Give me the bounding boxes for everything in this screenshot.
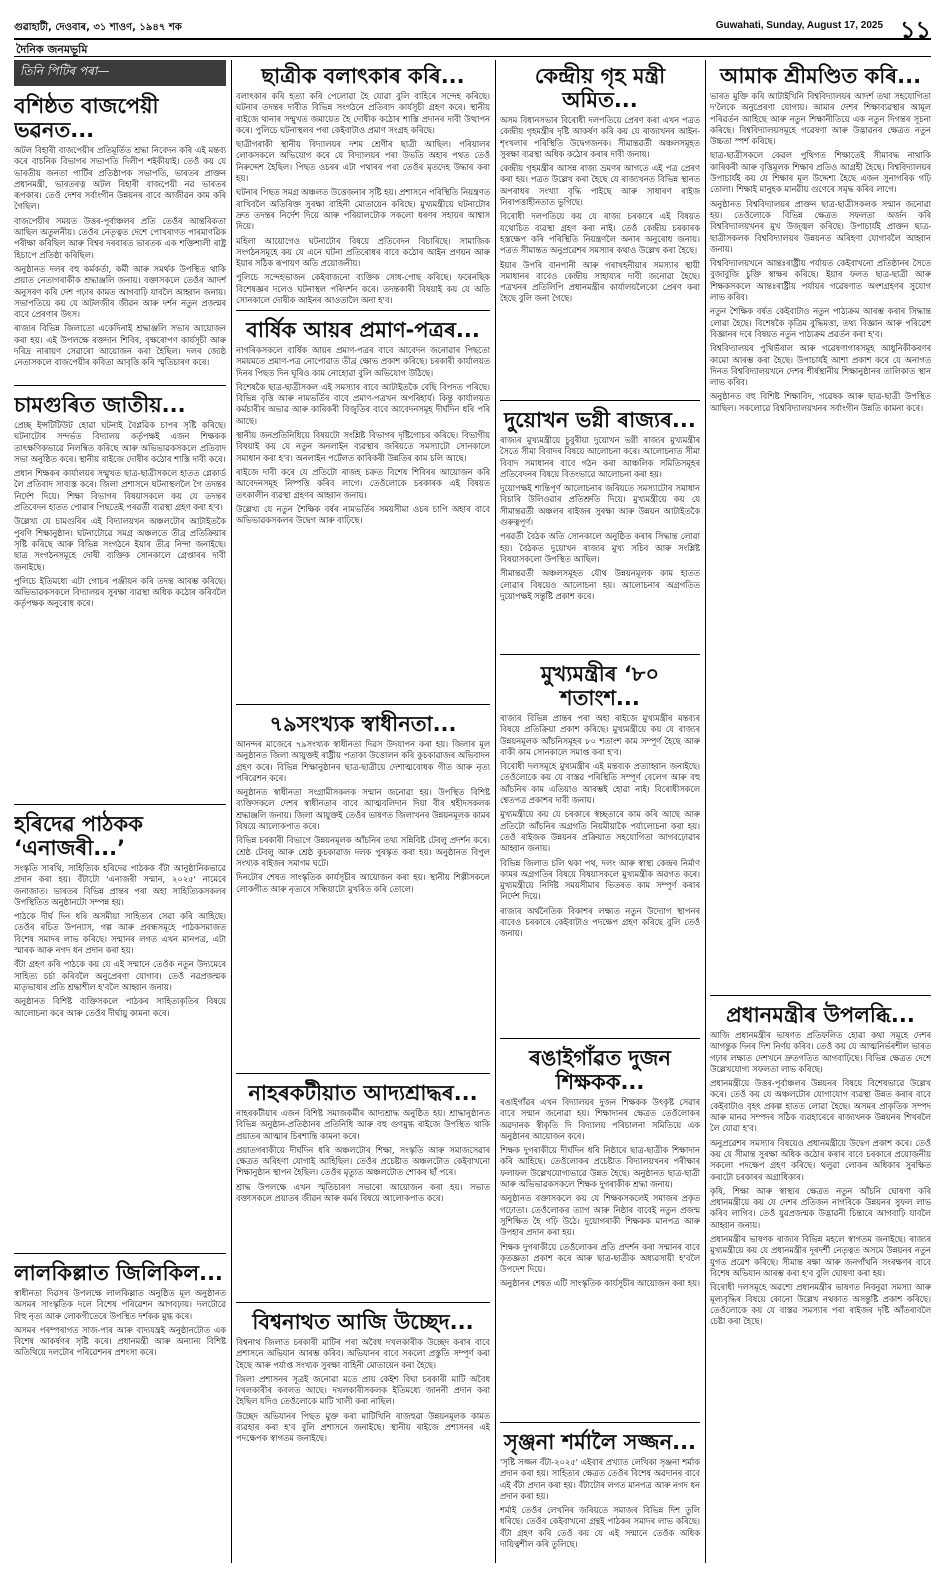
paragraph: ৰাইজে দাবী কৰে যে প্ৰতিটো ৰাজহ চক্ৰত বিশেষ শিবিৰৰ আয়োজন কৰি আবেদনসমূহ নিষ্পত্তি কৰিব লাগে। তেওঁলোকে চৰকাৰক এই বিষয়ত তৎকালীন ব্যৱস্থা গ্ৰহণৰ আহ্বান জনায়। <box>236 466 490 500</box>
paragraph: প্ৰধানমন্ত্ৰীয়ে উত্তৰ-পূৰ্বাঞ্চলৰ উন্নয়নৰ বিষয়ে বিশেষভাৱে উল্লেখ কৰে। তেওঁ কয় যে অঞ্চলটোৰ যোগাযোগ ব্যৱস্থা উন্নত কৰাৰ বাবে কেইবাটাও বৃহৎ প্ৰকল্প হাতত লোৱা হৈছে। অসমৰ প্ৰাকৃতিক সম্পদ আৰু মানৱ সম্পদৰ সঠিক ব্যৱহাৰেৰে ৰাজ্যখনক উন্নয়নৰ শিখৰলৈ লৈ যোৱা হ'ব। <box>710 1078 931 1134</box>
paragraph: অসমৰ পৰম্পৰাগত সাজ-পাৰ আৰু বাদ্যযন্ত্ৰই অনুষ্ঠানটোত এক বিশেষ আকৰ্ষণৰ সৃষ্টি কৰে। প্ৰধানমন্ত্ৰী আৰু অন্যান্য বিশিষ্ট অতিথিয়ে দলটোৰ পৰিৱেশনৰ প্ৰশংসা কৰে। <box>14 1324 226 1358</box>
paragraph: উচ্ছেদ অভিযানৰ পিছত মুক্ত কৰা মাটিখিনি ৰাজহুৱা উন্নয়নমূলক কামত ব্যৱহাৰ কৰা হ'ব বুলি প্ৰশাসনে জনাইছে। স্থানীয় ৰাইজে প্ৰশাসনৰ এই পদক্ষেপক স্বাগতম জনাইছে। <box>236 1410 490 1444</box>
paragraph: অনুপ্ৰৱেশৰ সমস্যাৰ বিষয়েও প্ৰধানমন্ত্ৰীয়ে উদ্বেগ প্ৰকাশ কৰে। তেওঁ কয় যে সীমান্ত সুৰক্ষা অধিক কঠোৰ কৰাৰ বাবে চৰকাৰে প্ৰয়োজনীয় সকলো পদক্ষেপ গ্ৰহণ কৰিছে। থলুৱা লোকৰ অধিকাৰ সুৰক্ষিত কৰাটো চৰকাৰৰ অগ্ৰাধিকাৰ। <box>710 1137 931 1182</box>
paragraph: আজি প্ৰধানমন্ত্ৰীৰ ভাষণত প্ৰতিফলিত হোৱা কথা সমূহে দেশৰ আগন্তুক দিনৰ দিশ নিৰ্ণয় কৰিব। তেওঁ কয় যে আত্মনিৰ্ভৰশীল ভাৰত গঢ়াৰ লক্ষ্যত দেশখনে দ্ৰুতগতিত আগবাঢ়িছে। বিভিন্ন ক্ষেত্ৰত দেশে উল্লেখযোগ্য সফলতা লাভ কৰিছে। <box>710 1030 931 1074</box>
article-a3 <box>14 808 226 1248</box>
divider <box>14 804 226 805</box>
paragraph: ৰঙাইগাঁৱৰ এখন বিদ্যালয়ৰ দুজন শিক্ষকক উৎকৃষ্ট সেৱাৰ বাবে সন্মান জনোৱা হয়। শিক্ষাদানৰ ক্ষেত্ৰত তেওঁলোকৰ অৱদানক স্বীকৃতি দি বিদ্যালয় পৰিচালনা সমিতিয়ে এক অনুষ্ঠানৰ আয়োজন কৰে। <box>500 1097 700 1141</box>
paragraph: প্ৰেচ্ছ ইন্সটিটিউট হোৱা ঘটনাই বৈপ্লৱিক চাপৰ সৃষ্টি কৰিছে। ঘটনাটোৰ সন্দৰ্ভত বিদ্যালয় কৰ্তৃপক্ষই এজন শিক্ষকক তাৎক্ষণিকভাৱে নিলম্বিত কৰিছে আৰু অভিভাৱকসকলে প্ৰতিবাদ সভা অনুষ্ঠিত কৰে। স্থানীয় ৰাইজে দোষীৰ কঠোৰ শাস্তি দাবী কৰে। <box>14 420 226 464</box>
continued-kicker: তিনি পিটিৰ পৰা— <box>14 60 226 86</box>
paragraph: ঘটনাৰ পিছত সমগ্ৰ অঞ্চলত উত্তেজনাৰ সৃষ্টি হয়। প্ৰশাসনে পৰিস্থিতি নিয়ন্ত্ৰণত ৰাখিবলৈ অতিৰিক্ত সুৰক্ষা বাহিনী মোতায়েন কৰিছে। মুখ্যমন্ত্ৰীয়ে ঘটনাটোৰ দ্ৰুত তদন্তৰ নিৰ্দেশ দিয়ে আৰু পৰিয়ালটোক সকলো ধৰণৰ সহায়ৰ আশ্বাস দিয়ে। <box>236 187 490 232</box>
column-rule <box>705 60 706 1563</box>
column-rule <box>231 60 232 1563</box>
paragraph: দুয়োপক্ষই শান্তিপূৰ্ণ আলোচনাৰ জৰিয়তে সমস্যাটোৰ সমাধান বিচাৰি উলিওৱাৰ প্ৰতিশ্ৰুতি দিয়ে। মুখ্যমন্ত্ৰীয়ে কয় যে সীমান্তৱৰ্তী অঞ্চলৰ ৰাইজৰ সুৰক্ষা আৰু উন্নয়ন আটাইতকৈ গুৰুত্বপূৰ্ণ। <box>500 483 700 528</box>
paragraph: বিশ্ববিদ্যালয়ৰ পুথিভঁৰাল আৰু গৱেষণাগাৰসমূহ আধুনিকীকৰণৰ কামো আৰম্ভ কৰা হৈছে। উপাচাৰ্যই আশা প্ৰকাশ কৰে যে অনাগত দিনত বিশ্ববিদ্যালয়খনে দেশৰ শীৰ্ষস্থানীয় শিক্ষানুষ্ঠানৰ তালিকাত স্থান লাভ কৰিব। <box>710 343 931 388</box>
divider <box>236 1073 490 1074</box>
column-2 <box>236 60 490 1563</box>
paragraph: অনুষ্ঠানত বিশিষ্ট ব্যক্তিসকলে পাঠকৰ সাহিত্যকৃতিৰ বিষয়ে আলোচনা কৰে আৰু তেওঁৰ দীৰ্ঘায়ু কামনা কৰে। <box>14 996 226 1018</box>
paragraph: নাহৰকটীয়াৰ এজন বিশিষ্ট সমাজকৰ্মীৰ আদ্যশ্ৰাদ্ধ অনুষ্ঠিত হয়। শ্ৰাদ্ধানুষ্ঠানত বিভিন্ন অনুষ্ঠান-প্ৰতিষ্ঠানৰ প্ৰতিনিধি আৰু বহু গুণমুগ্ধ ৰাইজে উপস্থিত থাকি প্ৰয়াতৰ আত্মাৰ চিৰশান্তি কামনা কৰে। <box>236 1108 490 1141</box>
paragraph: সীমান্তৱৰ্তী অঞ্চলসমূহত যৌথ উন্নয়নমূলক কাম হাতত লোৱাৰ বিষয়েও আলোচনা হয়। আলোচনাৰ অগ্ৰগতিত দুয়োপক্ষই সন্তুষ্টি প্ৰকাশ কৰে। <box>500 568 700 601</box>
paragraph: ৰাজ্যৰ মুখ্যমন্ত্ৰীয়ে চুবুৰীয়া দুয়োখন ভগ্নী ৰাজ্যৰ মুখ্যমন্ত্ৰীৰ সৈতে সীমা বিবাদৰ বিষয়ে আলোচনা কৰে। আলোচনাত সীমা বিবাদ সমাধানৰ বাবে গঠন কৰা আঞ্চলিক সমিতিসমূহৰ প্ৰতিবেদনৰ বিষয়ে বিতংভাৱে আলোচনা কৰা হয়। <box>500 435 700 479</box>
divider <box>500 1422 700 1423</box>
headline: প্ৰধানমন্ত্ৰীৰ উপলব্ধি... <box>726 1003 915 1027</box>
page-header <box>14 16 931 44</box>
article-e2 <box>710 999 931 1559</box>
paragraph: উল্লেখ্য যে চামগুৰিৰ এই বিদ্যালয়খন অঞ্চলটোৰ আটাইতকৈ পুৰণি শিক্ষানুষ্ঠান। ঘটনাটোৱে সমগ্ৰ অঞ্চলতে তীব্ৰ প্ৰতিক্ৰিয়াৰ সৃষ্টি কৰিছে আৰু বিভিন্ন সংগঠনে ইয়াৰ তীব্ৰ নিন্দা জনাইছে। ছাত্ৰ সংগঠনসমূহে দোষী ব্যক্তিক সোনকালে গ্ৰেপ্তাৰৰ দাবী জনাইছে। <box>14 516 226 572</box>
paragraph: কেন্দ্ৰীয় গৃহমন্ত্ৰীৰ আসন্ন ৰাজ্য ভ্ৰমণৰ আগতে এই পত্ৰ প্ৰেৰণ কৰা হয়। পত্ৰত উল্লেখ কৰা হৈছে যে ৰাজ্যখনত বিভিন্ন স্থানত অপৰাধৰ সংখ্যা বৃদ্ধি পাইছে আৰু সাধাৰণ ৰাইজ নিৰাপত্তাহীনতাত ভুগিছে। <box>500 163 700 208</box>
paragraph: অটল বিহাৰী বাজপেয়ীৰ প্ৰতিমূৰ্তিত শ্ৰদ্ধা নিবেদন কৰি এই মন্তব্য কৰে বাচনিক বিভাগৰ সভাপতি দিলীপ শইকীয়াই। তেওঁ কয় যে ভাৰতীয় জনতা পাৰ্টিৰ প্ৰতিষ্ঠাপক সভাপতি, ভাৰতৰ প্ৰাক্তন প্ৰধানমন্ত্ৰী, ভাৰতৰত্ন অটল বিহাৰী বাজপেয়ী নৱ ভাৰতৰ ৰূপকাৰ। তেওঁ দেশৰ সৰ্বাংগীন উন্নয়নৰ বাবে আজীৱন কাম কৰি গৈছিল। <box>14 145 226 212</box>
paragraph: ছাত্ৰ-ছাত্ৰীসকলে কেৱল পুথিগত শিক্ষাতেই সীমাবদ্ধ নাথাকি কাৰিকৰী আৰু বৃত্তিমূলক শিক্ষাৰ প্ৰতিও আগ্ৰহী হৈছে। বিশ্ববিদ্যালয়ৰ উপাচাৰ্যই কয় যে শিক্ষাৰ মূল উদ্দেশ্য হৈছে এজন সুনাগৰিক গঢ়ি তোলা। শিক্ষাই মানুহক মানৱীয় গুণেৰে সমৃদ্ধ কৰিব লাগে। <box>710 150 931 195</box>
article-d1 <box>500 60 700 395</box>
paragraph: বিভিন্ন জিলাত চলি থকা পথ, দলং আৰু স্বাস্থ্য কেন্দ্ৰৰ নিৰ্মাণ কামৰ অগ্ৰগতিৰ বিষয়ে বিষয়াসকলে মুখ্যমন্ত্ৰীক অৱগত কৰে। মুখ্যমন্ত্ৰীয়ে নিৰ্দিষ্ট সময়সীমাৰ ভিতৰত কাম সম্পূৰ্ণ কৰাৰ নিৰ্দেশ দিয়ে। <box>500 857 700 902</box>
paragraph: বিৰোধী দলসমূহে অৱশ্যে প্ৰধানমন্ত্ৰীৰ ভাষণত নিবনুৱা সমস্যা আৰু মূল্যবৃদ্ধিৰ বিষয়ে কোনো উল্লেখ নথকাত অসন্তুষ্টি প্ৰকাশ কৰিছে। তেওঁলোকে কয় যে বাস্তৱ সমস্যাৰ পৰা ৰাইজৰ দৃষ্টি আঁতৰাবলৈ চেষ্টা কৰা হৈছে। <box>710 1282 931 1327</box>
masthead-title: দৈনিক জনমভূমি <box>16 43 88 56</box>
article-e1 <box>710 60 931 990</box>
headline: ছাত্ৰীক বলাৎকাৰ কৰি... <box>261 64 465 88</box>
headline: মুখ্যমন্ত্ৰীৰ ‘৮০ শতাংশ... <box>540 662 660 710</box>
masthead <box>14 38 931 57</box>
article-a2 <box>14 389 226 799</box>
paragraph: ৰাজ্যৰ বিভিন্ন জিলাতো একেদিনাই শ্ৰদ্ধাঞ্জলি সভাৰ আয়োজন কৰা হয়। এই উপলক্ষে ৰক্তদান শিবিৰ, বৃক্ষৰোপণ কাৰ্যসূচী আৰু দৰিদ্ৰ নাৰায়ণ সেৱাৰো আয়োজন কৰা হৈছিল। দলৰ জ্যেষ্ঠ নেতাসকলে বাজপেয়ীৰ কবিতা আবৃত্তি কৰি স্মৃতিচাৰণ কৰে। <box>14 323 226 368</box>
paragraph: উল্লেখ্য যে নতুন শৈক্ষিক বৰ্ষৰ নামভৰ্তিৰ সময়সীমা ওচৰ চাপি অহাৰ বাবে অভিভাৱকসকলৰ উদ্বেগ আৰু বাঢ়িছে। <box>236 503 490 526</box>
paragraph: প্ৰধান শিক্ষকৰ কাৰ্যালয়ৰ সন্মুখত ছাত্ৰ-ছাত্ৰীসকলে হাতত প্লেকাৰ্ড লৈ প্ৰতিবাদ সাব্যস্ত কৰে। জিলা প্ৰশাসনে ঘটনাস্থললৈ গৈ তদন্তৰ নিৰ্দেশ দিয়ে। শিক্ষা বিভাগৰ বিষয়াসকলে কয় যে তদন্তৰ প্ৰতিবেদন হাতত পোৱাৰ পিছতেই পৰৱৰ্তী ব্যৱস্থা গ্ৰহণ কৰা হ'ব। <box>14 468 226 513</box>
article-d4 <box>500 1042 700 1417</box>
divider <box>710 995 931 996</box>
paragraph: পুলিচে সন্দেহভাজন কেইবাজনো ব্যক্তিক সোধ-পোছ কৰিছে। ফৰেনছিক বিশেষজ্ঞৰ দলেও ঘটনাস্থল পৰিদৰ্শন কৰে। তদন্তকাৰী বিষয়াই কয় যে অতি সোনকালে দোষীক আইনৰ আওতালৈ অনা হ'ব। <box>236 272 490 305</box>
headline: বাৰ্ষিক আয়ৰ প্ৰমাণ-পত্ৰৰ... <box>246 318 480 342</box>
paragraph: স্বাধীনতা দিৱসৰ উপলক্ষে লালকিল্লাত অনুষ্ঠিত মূল অনুষ্ঠানত অসমৰ সাংস্কৃতিক দলে বিশেষ পৰিৱেশন আগবঢ়ায়। দলটোৱে বিহু নৃত্য আৰু লোকগীতেৰে উপস্থিত দৰ্শকক মুগ্ধ কৰে। <box>14 1288 226 1321</box>
article-d3 <box>500 658 700 1033</box>
paragraph: ইয়াৰ উপৰি বানপানী আৰু গৰাখহনীয়াৰ সমস্যাৰ স্থায়ী সমাধানৰ বাবেও কেন্দ্ৰীয় সাহায্যৰ দাবী জনোৱা হৈছে। পত্ৰখনৰ প্ৰতিলিপি প্ৰধানমন্ত্ৰীৰ কাৰ্যালয়লৈকো প্ৰেৰণ কৰা হৈছে বুলি জনা গৈছে। <box>500 259 700 304</box>
headline: কেন্দ্ৰীয় গৃহ মন্ত্ৰী অমিত... <box>534 64 666 112</box>
headline: সৃঞ্জনা শৰ্মালৈ সজ্জন... <box>503 1430 697 1454</box>
article-a1 <box>14 90 226 380</box>
paragraph: নাগৰিকসকলে বাৰ্ষিক আয়ৰ প্ৰমাণ-পত্ৰৰ বাবে আবেদন জনোৱাৰ পিছতো সময়মতে প্ৰমাণ-পত্ৰ নোপোৱাত তীব্ৰ ক্ষোভ প্ৰকাশ কৰিছে। চৰকাৰী কাৰ্যালয়ত দিনৰ পিছত দিন ঘূৰিও কাম নোহোৱা বুলি অভিযোগ উঠিছে। <box>236 345 490 378</box>
paragraph: বলাৎকাৰ কৰি হত্যা কৰি পেলোৱা হৈ যোৱা বুলি বাহিৰে সন্দেহ কৰিছে। ঘটনাৰ তদন্তৰ দাবীত বিভিন্ন সংগঠনে প্ৰতিবাদ কাৰ্যসূচী গ্ৰহণ কৰে। স্থানীয় ৰাইজে থানাৰ সন্মুখত জমায়েত হৈ দোষীক কঠোৰ শাস্তি প্ৰদানৰ দাবী উত্থাপন কৰে। পুলিচে ঘটনাস্থলৰ পৰা কেইবাটাও প্ৰমাণ সংগ্ৰহ কৰিছে। <box>236 91 490 135</box>
date-english: Guwahati, Sunday, August 17, 2025 <box>715 20 883 31</box>
paragraph: বিভিন্ন চৰকাৰী বিভাগে উন্নয়নমূলক আঁচনিৰ তথ্য সন্নিবিষ্ট টেবলু প্ৰদৰ্শন কৰে। শ্ৰেষ্ঠ টেবলু আৰু শ্ৰেষ্ঠ কুচকাৱাজ দলক পুৰস্কৃত কৰা হয়। অনুষ্ঠানত বিপুল সংখ্যক ৰাইজৰ সমাগম ঘটে। <box>236 835 490 868</box>
paragraph: বিশ্বনাথ জিলাত চৰকাৰী মাটিৰ পৰা অবৈধ দখলকাৰীক উচ্ছেদ কৰাৰ বাবে প্ৰশাসনে অভিযান আৰম্ভ কৰিব। অভিযানৰ বাবে সকলো প্ৰস্তুতি সম্পূৰ্ণ কৰা হৈছে আৰু পৰ্যাপ্ত সংখ্যক সুৰক্ষা বাহিনী মোতায়েন কৰা হৈছে। <box>236 1337 490 1370</box>
paragraph: স্থানীয় জনপ্ৰতিনিধিয়ে বিষয়টো সংশ্লিষ্ট বিভাগৰ দৃষ্টিগোচৰ কৰিছে। বিভাগীয় বিষয়াই কয় যে নতুন অনলাইন ব্যৱস্থাৰ জৰিয়তে সমস্যাটো সোনকালে সমাধান কৰা হ'ব। অনলাইন পৰ্টেলত কাৰিকৰী উন্নতিৰ কাম চলি আছে। <box>236 430 490 463</box>
paragraph: বঁটা গ্ৰহণ কৰি পাঠকে কয় যে এই সন্মানে তেওঁক নতুন উদ্যমেৰে সাহিত্য চৰ্চা কৰিবলৈ অনুপ্ৰেৰণা যোগাব। তেওঁ নৱপ্ৰজন্মক মাতৃভাষাৰ প্ৰতি শ্ৰদ্ধাশীল হ'বলৈ আহ্বান জনায়। <box>14 959 226 992</box>
paragraph: মহিলা আয়োগেও ঘটনাটোৰ বিষয়ে প্ৰতিবেদন বিচাৰিছে। সামাজিক সংগঠনসমূহে কয় যে এনে ঘটনা প্ৰতিৰোধৰ বাবে কঠোৰ আইন প্ৰণয়ন আৰু ইয়াৰ সঠিক ৰূপায়ণ অতি প্ৰয়োজনীয়। <box>236 235 490 269</box>
divider <box>500 1038 700 1039</box>
paragraph: অনুষ্ঠানত বিশ্ববিদ্যালয়ৰ প্ৰাক্তন ছাত্ৰ-ছাত্ৰীসকলক সন্মান জনোৱা হয়। তেওঁলোকে বিভিন্ন ক্ষেত্ৰত সফলতা অৰ্জন কৰি বিশ্ববিদ্যালয়খনৰ মুখ উজ্জ্বল কৰিছে। উপাচাৰ্যই প্ৰাক্তন ছাত্ৰ-ছাত্ৰীসকলক বিশ্ববিদ্যালয়ৰ উন্নয়নত অৰিহণা যোগাবলৈ আহ্বান জনায়। <box>710 198 931 254</box>
headline: ৭৯সংখ্যক স্বাধীনতা... <box>269 712 457 736</box>
paragraph: আনন্দৰ মাজেৰে ৭৯সংখ্যক স্বাধীনতা দিৱস উদযাপন কৰা হয়। জিলাৰ মূল অনুষ্ঠানত জিলা আয়ুক্তই ৰাষ্ট্ৰীয় পতাকা উত্তোলন কৰি কুচকাৱাজৰ অভিবাদন গ্ৰহণ কৰে। বিভিন্ন শিক্ষানুষ্ঠানৰ ছাত্ৰ-ছাত্ৰীয়ে দেশাত্মবোধক গীত আৰু নৃত্য পৰিৱেশন কৰে। <box>236 739 490 783</box>
paragraph: জিলা প্ৰশাসনৰ সূত্ৰই জনোৱা মতে প্ৰায় কেইশ বিঘা চৰকাৰী মাটি অবৈধ দখলকাৰীৰ কবলত আছে। দখলকাৰীসকলক ইতিমধ্যে জাননী প্ৰদান কৰা হৈছিল যদিও তেওঁলোকে মাটি খালী কৰা নাছিল। <box>236 1373 490 1407</box>
paragraph: শৰ্মাই তেওঁৰ লেখনিৰ জৰিয়তে সমাজৰ বিভিন্ন দিশ তুলি ধৰিছে। তেওঁৰ কেইবাখনো গ্ৰন্থই পাঠকৰ সমাদৰ লাভ কৰিছে। বঁটা গ্ৰহণ কৰি তেওঁ কয় যে এই সন্মানে তেওঁক অধিক দায়িত্বশীল কৰি তুলিছে। <box>500 1505 700 1550</box>
paragraph: বাজপেয়ীৰ সময়ত উত্তৰ-পূৰ্বাঞ্চলৰ প্ৰতি তেওঁৰ আন্তৰিকতা আছিল অতুলনীয়। তেওঁৰ নেতৃত্বত দেশে পোখৰাণত পাৰমাণৱিক পৰীক্ষা কৰিছিল আৰু বিশ্বৰ দৰবাৰত ভাৰতক এক শক্তিশালী ৰাষ্ট্ৰ হিচাপে প্ৰতিষ্ঠা কৰিছিল। <box>14 215 226 260</box>
article-b3 <box>236 708 490 1068</box>
article-b2 <box>236 314 490 699</box>
date-assamese: গুৱাহাটী, দেওবাৰ, ৩১ শাওণ, ১৯৪৭ শক <box>14 22 182 33</box>
paragraph: সংস্কৃতি সাৰথি, সাহিত্যিক হৰিদেৱ পাঠকক বঁটা আনুষ্ঠানিকভাৱে প্ৰদান কৰা হয়। বঁটাটো 'এনাজৰী সন্মান, ২০২৫' নামেৰে জনাজাত। ভাৰতৰ বিভিন্ন প্ৰান্তৰ পৰা অহা সাহিত্যিকসকলৰ উপস্থিতিত অনুষ্ঠানটো সম্পন্ন হয়। <box>14 863 226 907</box>
headline: নাহৰকটীয়াত আদ্যশ্ৰাদ্ধৰ... <box>248 1081 478 1105</box>
headline: চামগুৰিত জাতীয়... <box>14 393 186 417</box>
column-4 <box>710 60 931 1563</box>
divider <box>14 385 226 386</box>
paragraph: প্ৰধানমন্ত্ৰীৰ ভাষণক ৰাজ্যৰ বিভিন্ন মহলে স্বাগতম জনাইছে। ৰাজ্যৰ মুখ্যমন্ত্ৰীয়ে কয় যে প্ৰধানমন্ত্ৰীৰ দূৰদৰ্শী নেতৃত্বত অসমে উন্নয়নৰ নতুন যুগত প্ৰৱেশ কৰিছে। সীমান্ত ৰক্ষা আৰু জনগাঁথনি সংৰক্ষণৰ বাবে বিশেষ অভিযান আৰম্ভ কৰা হ'ব বুলি ঘোষণা কৰা হয়। <box>710 1234 931 1278</box>
divider <box>500 654 700 655</box>
divider <box>236 704 490 705</box>
headline: হৰিদেৱ পাঠকক ‘এনাজৰী...’ <box>14 812 143 860</box>
paragraph: পাঠকে দীৰ্ঘ দিন ধৰি অসমীয়া সাহিত্যৰ সেৱা কৰি আহিছে। তেওঁৰ ৰচিত উপন্যাস, গল্প আৰু প্ৰবন্ধসমূহে পাঠকসমাজত বিশেষ সমাদৰ লাভ কৰিছে। সন্মানৰ লগত এখন মানপত্ৰ, এটা স্মাৰক আৰু নগদ ধন প্ৰদান কৰা হয়। <box>14 911 226 956</box>
paragraph: প্ৰয়াতগৰাকীয়ে দীৰ্ঘদিন ধৰি অঞ্চলটোৰ শিক্ষা, সংস্কৃতি আৰু সমাজসেৱাৰ ক্ষেত্ৰত অৰিহণা যোগাই আহিছিল। তেওঁৰ প্ৰচেষ্টাত অঞ্চলটোত কেইবাখনো শিক্ষানুষ্ঠান স্থাপন হৈছিল। তেওঁৰ মৃত্যুত অঞ্চলটোত শোকৰ ছাঁ পৰে। <box>236 1144 490 1178</box>
paragraph: ছাত্ৰীগৰাকী স্থানীয় বিদ্যালয়ৰ দশম শ্ৰেণীৰ ছাত্ৰী আছিল। পৰিয়ালৰ লোকসকলে অভিযোগ কৰে যে বিদ্যালয়ৰ পৰা উভতি অহাৰ পথত তেওঁ নিৰুদ্দেশ হৈছিল। পিছত ওচৰৰ এটা পথাৰৰ পৰা তেওঁৰ মৃতদেহ উদ্ধাৰ কৰা হয়। <box>236 139 490 184</box>
paragraph: নতুন শৈক্ষিক বৰ্ষত কেইবাটাও নতুন পাঠ্যক্ৰম আৰম্ভ কৰাৰ সিদ্ধান্ত লোৱা হৈছে। বিশেষকৈ কৃত্ৰিম বুদ্ধিমত্তা, তথ্য বিজ্ঞান আৰু পৰিৱেশ বিজ্ঞানৰ দৰে বিষয়ত নতুন পাঠ্যক্ৰম প্ৰৱৰ্তন কৰা হ'ব। <box>710 306 931 339</box>
paragraph: দিনটোৰ শেষত সাংস্কৃতিক কাৰ্যসূচীৰ আয়োজন কৰা হয়। স্থানীয় শিল্পীসকলে লোকগীত আৰু নৃত্যৰে সন্ধিয়াটো মুখৰিত কৰি তোলে। <box>236 872 490 894</box>
paragraph: বিশেষকৈ ছাত্ৰ-ছাত্ৰীসকল এই সমস্যাৰ বাবে আটাইতকৈ বেছি বিপদত পৰিছে। বিভিন্ন বৃত্তি আৰু নামভৰ্তিৰ বাবে প্ৰমাণ-পত্ৰখন অপৰিহাৰ্য। কিন্তু কাৰ্যালয়ত কৰ্মচাৰীৰ অভাৱ আৰু কাৰিকৰী বিজুতিৰ বাবে আবেদনসমূহ দীৰ্ঘদিন ধৰি পৰি আছে। <box>236 381 490 426</box>
headline: ৰঙাইগাঁৱত দুজন শিক্ষকক... <box>529 1046 671 1094</box>
paragraph: অনুষ্ঠানত বক্তাসকলে কয় যে শিক্ষকসকলেই সমাজৰ প্ৰকৃত গঢ়োতা। তেওঁলোকৰ ত্যাগ আৰু নিষ্ঠাৰ বাবেই নতুন প্ৰজন্ম সুশিক্ষিত হৈ গঢ়ি উঠে। দুয়োগৰাকী শিক্ষকক মানপত্ৰ আৰু উপহাৰ প্ৰদান কৰা হয়। <box>500 1193 700 1238</box>
paragraph: কৃষি, শিক্ষা আৰু স্বাস্থ্যৰ ক্ষেত্ৰত নতুন আঁচনি ঘোষণা কৰি প্ৰধানমন্ত্ৰীয়ে কয় যে দেশৰ প্ৰতিজন নাগৰিকে উন্নয়নৰ সুফল লাভ কৰিব লাগিব। তেওঁ যুৱপ্ৰজন্মক উদ্ভাৱনী চিন্তাৰে আগবাঢ়ি যাবলৈ আহ্বান জনায়। <box>710 1185 931 1230</box>
article-b4 <box>236 1077 490 1297</box>
article-d5 <box>500 1426 700 1563</box>
divider <box>500 400 700 401</box>
divider <box>236 310 490 311</box>
article-b1 <box>236 60 490 305</box>
column-3 <box>500 60 700 1563</box>
paragraph: অনুষ্ঠানত দলৰ বহু কৰ্মকৰ্তা, কৰ্মী আৰু সমৰ্থক উপস্থিত থাকি প্ৰয়াত নেতাগৰাকীক শ্ৰদ্ধাঞ্জলি জনায়। বক্তাসকলে তেওঁৰ আদৰ্শ অনুসৰণ কৰি দেশ গঢ়াৰ কামত আগবাঢ়ি যাবলৈ আহ্বান জনায়। সভাপতিয়ে কয় যে অটলজীৰ জীৱন আৰু দৰ্শন নতুন প্ৰজন্মৰ বাবে প্ৰেৰণাৰ উৎস। <box>14 263 226 320</box>
paragraph: বিশ্ববিদ্যালয়খনে আন্তঃৰাষ্ট্ৰীয় পৰ্যায়ত কেইবাখনো প্ৰতিষ্ঠানৰ সৈতে বুজাবুজি চুক্তি স্বাক্ষৰ কৰিছে। ইয়াৰ ফলত ছাত্ৰ-ছাত্ৰী আৰু শিক্ষকসকলে আন্তঃৰাষ্ট্ৰীয় পৰ্যায়ৰ গৱেষণাত অংশগ্ৰহণৰ সুযোগ লাভ কৰিব। <box>710 258 931 303</box>
paragraph: অনুষ্ঠানৰ শেষত এটি সাংস্কৃতিক কাৰ্যসূচীৰ আয়োজন কৰা হয়। <box>500 1278 700 1289</box>
paragraph: ৰাজ্যৰ বিভিন্ন প্ৰান্তৰ পৰা অহা ৰাইজে মুখ্যমন্ত্ৰীৰ মন্তব্যৰ বিষয়ে প্ৰতিক্ৰিয়া প্ৰকাশ কৰিছে। মুখ্যমন্ত্ৰীয়ে কয় যে ৰাজ্যৰ উন্নয়নমূলক আঁচনিসমূহৰ ৮০ শতাংশ কাম সম্পূৰ্ণ হৈছে আৰু বাকী কাম সোনকালে সমাপ্ত কৰা হ'ব। <box>500 713 700 757</box>
divider <box>236 1302 490 1303</box>
paragraph: শিক্ষক দুগৰাকীয়ে দীৰ্ঘদিন ধৰি নিষ্ঠাৰে ছাত্ৰ-ছাত্ৰীক শিক্ষাদান কৰি আহিছে। তেওঁলোকৰ প্ৰচেষ্টাত বিদ্যালয়খনৰ পৰীক্ষাৰ ফলাফল উল্লেখযোগ্যভাৱে উন্নত হৈছে। অনুষ্ঠানত ছাত্ৰ-ছাত্ৰী আৰু অভিভাৱকসকলে শিক্ষক দুগৰাকীক শ্ৰদ্ধা জনায়। <box>500 1145 700 1190</box>
headline: আমাক শ্ৰীমণ্ডিত কৰি... <box>719 64 922 88</box>
headline: বিশ্বনাথত আজি উচ্ছেদ... <box>252 1310 474 1334</box>
headline: দুয়োখন ভগ্নী ৰাজ্যৰ... <box>504 408 696 432</box>
paragraph: বিৰোধী দলপতিয়ে কয় যে ৰাজ্য চৰকাৰে এই বিষয়ত যথোচিত ব্যৱস্থা গ্ৰহণ কৰা নাই। তেওঁ কেন্দ্ৰীয় চৰকাৰক হস্তক্ষেপ কৰি পৰিস্থিতি নিয়ন্ত্ৰণলৈ অনাৰ অনুৰোধ জনায়। পত্ৰত সীমান্তত অনুপ্ৰৱেশৰ সমস্যাৰ কথাও উল্লেখ কৰা হৈছে। <box>500 211 700 256</box>
paragraph: শিক্ষক দুগৰাকীয়ে তেওঁলোকৰ প্ৰতি প্ৰদৰ্শন কৰা সন্মানৰ বাবে কৃতজ্ঞতা প্ৰকাশ কৰে আৰু ছাত্ৰ-ছাত্ৰীক অধ্যৱসায়ী হ'বলৈ উপদেশ দিয়ে। <box>500 1241 700 1275</box>
paragraph: অনুষ্ঠানত বহু বিশিষ্ট শিক্ষাবিদ, গৱেষক আৰু ছাত্ৰ-ছাত্ৰী উপস্থিত আছিল। সকলোৱে বিশ্ববিদ্যালয়খনৰ সৰ্বাংগীন উন্নতি কামনা কৰে। <box>710 391 931 413</box>
paragraph: মুখ্যমন্ত্ৰীয়ে কয় যে চৰকাৰে স্বচ্ছতাৰে কাম কৰি আছে আৰু প্ৰতিটো আঁচনিৰ অগ্ৰগতি নিয়মীয়াকৈ পৰ্যালোচনা কৰা হয়। তেওঁ ৰাইজক উন্নয়নৰ প্ৰক্ৰিয়াত সহযোগিতা আগবঢ়োৱাৰ আহ্বান জনায়। <box>500 809 700 854</box>
paragraph: ভাৰত মুক্তি কৰি আটাইখিনি বিশ্ববিদ্যালয়ৰ আদৰ্শ তথা সহযোগিতা দ'লৈকে অনুপ্ৰেৰণা যোগায়। আমাৰ দেশৰ শিক্ষাব্যৱস্থাৰ আমূল পৰিৱৰ্তন আহিছে আৰু নতুন শিক্ষানীতিয়ে এক নতুন দিগন্তৰ সূচনা কৰিছে। বিশ্ববিদ্যালয়সমূহে গৱেষণা আৰু উদ্ভাৱনৰ ক্ষেত্ৰত নতুন উচ্চতা স্পৰ্শ কৰিছে। <box>710 91 931 147</box>
paragraph: অনুষ্ঠানত স্বাধীনতা সংগ্ৰামীসকলক সন্মান জনোৱা হয়। উপস্থিত বিশিষ্ট ব্যক্তিসকলে দেশৰ স্বাধীনতাৰ বাবে আত্মবলিদান দিয়া বীৰ শ্বহীদসকলক শ্ৰদ্ধাঞ্জলি জনায়। জিলা আয়ুক্তই তেওঁৰ ভাষণত জিলাখনৰ উন্নয়নমূলক কামৰ বিষয়ে আলোকপাত কৰে। <box>236 787 490 832</box>
headline: বশিষ্ঠত বাজপেয়ী ভৱনত... <box>14 94 159 142</box>
article-b5 <box>236 1306 490 1556</box>
page-number: ১১ <box>899 16 931 44</box>
paragraph: বিৰোধী দলসমূহে মুখ্যমন্ত্ৰীৰ এই মন্তব্যক প্ৰত্যাহ্বান জনাইছে। তেওঁলোকে কয় যে বাস্তৱ পৰিস্থিতি সম্পূৰ্ণ বেলেগ আৰু বহু আঁচনিৰ কাম এতিয়াও আৰম্ভই হোৱা নাই। বিৰোধীসকলে শ্বেতপত্ৰ প্ৰকাশৰ দাবী জনায়। <box>500 761 700 806</box>
paragraph: অসম বিধানসভাৰ বিৰোধী দলপতিয়ে প্ৰেৰণ কৰা এখন পত্ৰত কেন্দ্ৰীয় গৃহমন্ত্ৰীৰ দৃষ্টি আকৰ্ষণ কৰি কয় যে ৰাজ্যখনৰ আইন-শৃংখলাৰ পৰিস্থিতি উদ্বেগজনক। সীমান্তৱৰ্তী অঞ্চলসমূহত সুৰক্ষা ব্যৱস্থা অধিক কঠোৰ কৰাৰ দাবী জনায়। <box>500 115 700 159</box>
paragraph: ৰাজ্যৰ অৰ্থনৈতিক বিকাশৰ লক্ষ্যত নতুন উদ্যোগ স্থাপনৰ বাবেও চৰকাৰে কেইবাটাও পদক্ষেপ গ্ৰহণ কৰিছে বুলি তেওঁ জনায়। <box>500 905 700 939</box>
divider <box>14 1253 226 1254</box>
paragraph: শ্ৰাদ্ধ উপলক্ষে এখন স্মৃতিচাৰণ সভাৰো আয়োজন কৰা হয়। সভাত বক্তাসকলে প্ৰয়াতৰ জীৱন আৰু কৰ্মৰ বিষয়ে আলোকপাত কৰে। <box>236 1181 490 1204</box>
column-1 <box>14 60 226 1563</box>
headline: লালকিল্লাত জিলিকিল... <box>14 1261 223 1285</box>
column-rule <box>495 60 496 1563</box>
article-a4 <box>14 1257 226 1457</box>
paragraph: পুলিচে ইতিমধ্যে এটা গোচৰ পঞ্জীয়ন কৰি তদন্ত আৰম্ভ কৰিছে। অভিভাৱকসকলে বিদ্যালয়ৰ সুৰক্ষা ব্যৱস্থা অধিক কঠোৰ কৰিবলৈ কৰ্তৃপক্ষক অনুৰোধ কৰে। <box>14 575 226 609</box>
paragraph: 'সৃষ্টি সজ্জন বঁটা-২০২৫' এইবাৰ প্ৰখ্যাত লেখিকা সৃঞ্জনা শৰ্মাক প্ৰদান কৰা হয়। সাহিত্যৰ ক্ষেত্ৰত তেওঁৰ বিশেষ অৱদানৰ বাবে এই বঁটা প্ৰদান কৰা হয়। বঁটাটোৰ লগত মানপত্ৰ আৰু নগদ ধন প্ৰদান কৰা হয়। <box>500 1457 700 1501</box>
article-d2 <box>500 404 700 649</box>
paragraph: পৰৱৰ্তী বৈঠক অতি সোনকালে অনুষ্ঠিত কৰাৰ সিদ্ধান্ত লোৱা হয়। বৈঠকত দুয়োখন ৰাজ্যৰ মুখ্য সচিব আৰু সংশ্লিষ্ট বিষয়াসকলো উপস্থিত আছিল। <box>500 531 700 564</box>
